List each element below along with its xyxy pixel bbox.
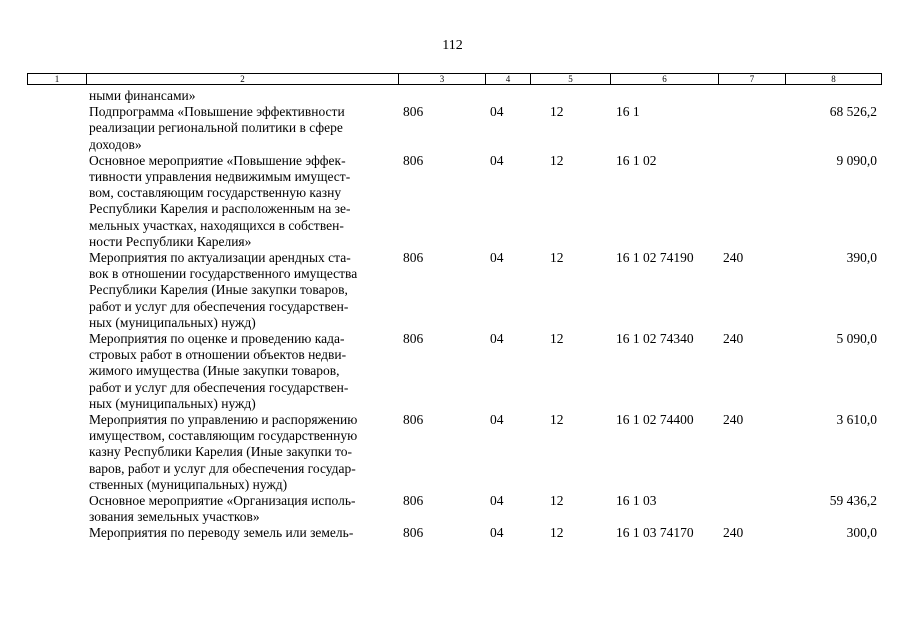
header-col-6: 6 <box>610 74 718 84</box>
table-header <box>27 73 882 85</box>
row-name: Мероприятия по оценке и проведению када- стровых работ в отношении объектов недви- жимого имущества (Иные закупки товаров, работ и услуг для обеспечения государствен- ных (муниципальных) нужд) <box>89 331 349 411</box>
row-rz: 04 <box>490 152 504 168</box>
row-sum: 300,0 <box>846 525 877 541</box>
row-sum: 59 436,2 <box>829 493 877 509</box>
row-csr: 16 1 02 74340 <box>616 331 694 347</box>
row-ved: 806 <box>403 104 424 120</box>
row-pr: 12 <box>550 250 564 266</box>
header-col-5: 5 <box>530 74 610 84</box>
header-col-7: 7 <box>718 74 785 84</box>
row-vr: 240 <box>723 250 744 266</box>
row-name: Основное мероприятие «Повышение эффек- тивности управления недвижимым имущест- вом, составляющим государственную казну Республики Карелия и расположенным на зе- мельных участках, находящихся в собствен- ности Республики Карелия» <box>89 152 351 249</box>
row-rz: 04 <box>490 412 504 428</box>
row-pr: 12 <box>550 152 564 168</box>
header-col-8: 8 <box>785 74 881 84</box>
table-row <box>27 525 880 541</box>
row-ved: 806 <box>403 412 424 428</box>
row-name: Мероприятия по актуализации арендных ста- вок в отношении государственного имущества Республики Карелия (Иные закупки товаров, работ и услуг для обеспечения государствен- ных (муниципальных) нужд) <box>89 250 358 330</box>
row-sum: 68 526,2 <box>829 104 877 120</box>
row-vr: 240 <box>723 331 744 347</box>
row-csr: 16 1 02 74400 <box>616 412 694 428</box>
row-name: Основное мероприятие «Организация исполь- зования земельных участков» <box>89 493 356 525</box>
row-pr: 12 <box>550 331 564 347</box>
row-ved: 806 <box>403 331 424 347</box>
table-row <box>27 493 880 525</box>
header-col-1: 1 <box>54 74 60 84</box>
row-sum: 5 090,0 <box>836 331 877 347</box>
row-rz: 04 <box>490 493 504 509</box>
table-row <box>27 331 880 412</box>
row-ved: 806 <box>403 152 424 168</box>
row-rz: 04 <box>490 250 504 266</box>
header-col-2: 2 <box>86 74 398 84</box>
row-sum: 3 610,0 <box>836 412 877 428</box>
row-pr: 12 <box>550 412 564 428</box>
row-sum: 9 090,0 <box>836 152 877 168</box>
row-csr: 16 1 02 74190 <box>616 250 694 266</box>
row-csr: 16 1 03 <box>616 493 657 509</box>
row-name: ными финансами» <box>89 88 196 103</box>
row-rz: 04 <box>490 104 504 120</box>
table-body <box>27 88 880 542</box>
row-rz: 04 <box>490 525 504 541</box>
row-sum: 390,0 <box>846 250 877 266</box>
row-name: Мероприятия по переводу земель или земель- <box>89 525 354 541</box>
row-name: Мероприятия по управлению и распоряжению имуществом, составляющим государственную казну Республики Карелия (Иные закупки то- варов, работ и услуг для обеспечения государ- ственных (муниципальных) нужд) <box>89 412 358 492</box>
row-vr: 240 <box>723 525 744 541</box>
table-row <box>27 104 880 153</box>
row-name: Подпрограмма «Повышение эффективности реализации региональной политики в сфере доходов» <box>89 104 345 152</box>
table-row <box>27 88 880 104</box>
row-pr: 12 <box>550 493 564 509</box>
page-number: 112 <box>442 38 463 53</box>
row-pr: 12 <box>550 104 564 120</box>
row-ved: 806 <box>403 525 424 541</box>
table-row <box>27 153 880 250</box>
row-rz: 04 <box>490 331 504 347</box>
table-row <box>27 412 880 493</box>
row-vr: 240 <box>723 412 744 428</box>
table-row <box>27 250 880 331</box>
header-col-3: 3 <box>398 74 485 84</box>
row-pr: 12 <box>550 525 564 541</box>
row-csr: 16 1 03 74170 <box>616 525 694 541</box>
row-ved: 806 <box>403 250 424 266</box>
header-col-4: 4 <box>485 74 530 84</box>
row-csr: 16 1 <box>616 104 640 120</box>
row-ved: 806 <box>403 493 424 509</box>
row-csr: 16 1 02 <box>616 152 657 168</box>
